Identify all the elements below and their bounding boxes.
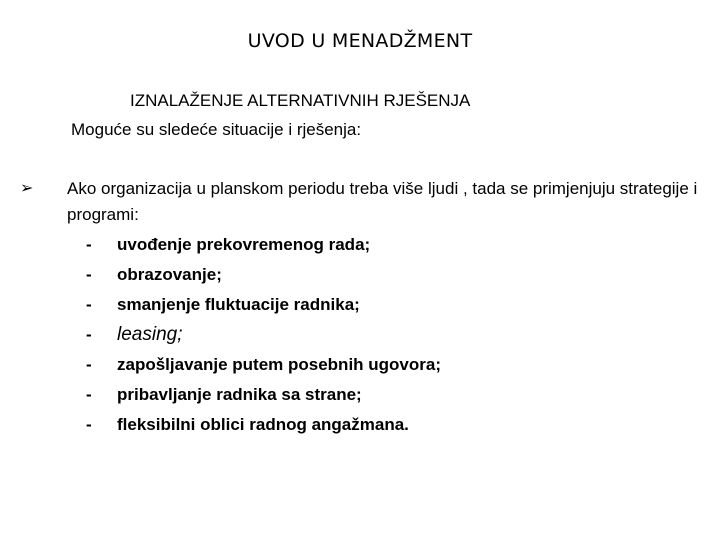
bullet-text: Ako organizacija u planskom periodu treba više ljudi , tada se primjenjuju strategije i programi: — [67, 179, 698, 224]
list-item-text: leasing; — [117, 324, 183, 345]
dash-marker: - — [86, 415, 92, 434]
dash-marker: - — [86, 355, 92, 374]
list-item — [86, 410, 441, 440]
list-item — [86, 320, 441, 350]
dash-marker: - — [86, 235, 92, 254]
dash-marker: - — [86, 295, 92, 314]
intro-text: Moguće su sledeće situacije i rješenja: — [71, 120, 362, 139]
dash-marker: - — [86, 265, 92, 284]
page-title: UVOD U MENADŽMENT — [247, 30, 473, 52]
list-item-text: smanjenje fluktuacije radnika; — [117, 295, 360, 314]
list-item-text: pribavljanje radnika sa strane; — [117, 385, 362, 404]
list-item — [86, 260, 441, 290]
list-item — [86, 230, 441, 260]
strategy-list — [86, 230, 441, 440]
list-item-text: obrazovanje; — [117, 265, 222, 284]
list-item — [86, 380, 441, 410]
list-item — [86, 350, 441, 380]
list-item — [86, 290, 441, 320]
dash-marker: - — [86, 385, 92, 404]
arrow-bullet-icon: ➢ — [20, 180, 34, 197]
list-item-text: fleksibilni oblici radnog angažmana. — [117, 415, 409, 434]
section-subtitle: IZNALAŽENJE ALTERNATIVNIH RJEŠENJA — [130, 91, 471, 110]
list-item-text: uvođenje prekovremenog rada; — [117, 235, 371, 254]
dash-marker: - — [86, 325, 92, 344]
list-item-text: zapošljavanje putem posebnih ugovora; — [117, 355, 441, 374]
